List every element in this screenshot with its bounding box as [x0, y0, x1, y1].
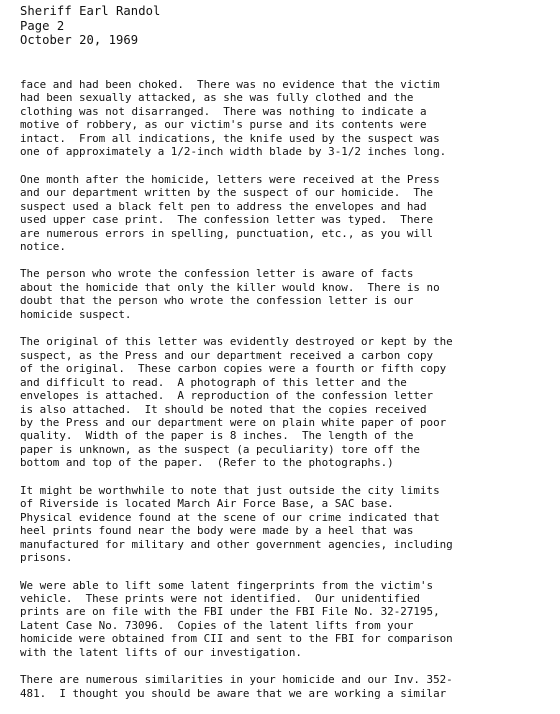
- text-line: with the latent lifts of our investigation.: [20, 645, 302, 659]
- paragraph: [20, 78, 560, 159]
- text-line: and difficult to read. A photograph of this letter and the: [20, 375, 407, 389]
- text-line: It might be worthwhile to note that just outside the city limits: [20, 483, 440, 497]
- text-line: suspect used a black felt pen to address the envelopes and had: [20, 199, 427, 213]
- text-line: used upper case print. The confession letter was typed. There: [20, 213, 434, 227]
- paragraph: [20, 173, 560, 254]
- text-line: notice.: [20, 239, 66, 253]
- text-line: bottom and top of the paper. (Refer to the photographs.): [20, 456, 394, 470]
- text-line: one of approximately a 1/2-inch width blade by 3-1/2 inches long.: [20, 145, 447, 159]
- letter-body: [20, 78, 560, 714]
- text-line: clothing was not disarranged. There was nothing to indicate a: [20, 104, 427, 118]
- paragraph: [20, 335, 560, 470]
- paragraph: [20, 579, 560, 660]
- paragraph: [20, 673, 560, 700]
- text-line: heel prints found near the body were made by a heel that was: [20, 524, 414, 538]
- text-line: motive of robbery, as our victim's purse and its contents were: [20, 118, 427, 132]
- text-line: doubt that the person who wrote the confession letter is our: [20, 294, 414, 308]
- text-line: The original of this letter was evidently destroyed or kept by the: [20, 335, 453, 349]
- text-line: paper is unknown, as the suspect (a peculiarity) tore off the: [20, 442, 420, 456]
- letter-header: [20, 4, 160, 48]
- text-line: are numerous errors in spelling, punctuation, etc., as you will: [20, 226, 434, 240]
- text-line: homicide suspect.: [20, 307, 132, 321]
- text-line: had been sexually attacked, as she was fully clothed and the: [20, 91, 414, 105]
- text-line: vehicle. These prints were not identified. Our unidentified: [20, 591, 420, 605]
- text-line: Physical evidence found at the scene of our crime indicated that: [20, 510, 440, 524]
- text-line: prisons.: [20, 551, 73, 565]
- recipient-name: Sheriff Earl Randol: [20, 4, 161, 18]
- text-line: There are numerous similarities in your homicide and our Inv. 352-: [20, 673, 453, 687]
- text-line: homicide were obtained from CII and sent to the FBI for comparison: [20, 632, 453, 646]
- text-line: is also attached. It should be noted that the copies received: [20, 402, 427, 416]
- text-line: by the Press and our department were on plain white paper of poor: [20, 415, 447, 429]
- paragraph: [20, 484, 560, 565]
- text-line: suspect, as the Press and our department received a carbon copy: [20, 348, 434, 362]
- text-line: of the original. These carbon copies were a fourth or fifth copy: [20, 362, 447, 376]
- text-line: envelopes is attached. A reproduction of the confession letter: [20, 389, 434, 403]
- text-line: prints are on file with the FBI under the FBI File No. 32-27195,: [20, 605, 440, 619]
- text-line: about the homicide that only the killer would know. There is no: [20, 280, 440, 294]
- text-line: and our department written by the suspect of our homicide. The: [20, 186, 434, 200]
- text-line: Latent Case No. 73096. Copies of the latent lifts from your: [20, 618, 414, 632]
- text-line: manufactured for military and other government agencies, including: [20, 537, 453, 551]
- page-number: Page 2: [20, 18, 65, 33]
- paragraph: [20, 267, 560, 321]
- text-line: face and had been choked. There was no evidence that the victim: [20, 78, 440, 91]
- text-line: We were able to lift some latent fingerprints from the victim's: [20, 578, 434, 592]
- text-line: The person who wrote the confession letter is aware of facts: [20, 267, 414, 281]
- text-line: intact. From all indications, the knife used by the suspect was: [20, 131, 440, 145]
- text-line: One month after the homicide, letters were received at the Press: [20, 172, 440, 186]
- letter-date: October 20, 1969: [20, 33, 139, 47]
- text-line: 481. I thought you should be aware that we are working a similar: [20, 686, 447, 700]
- text-line: quality. Width of the paper is 8 inches. The length of the: [20, 429, 414, 443]
- text-line: of Riverside is located March Air Force Base, a SAC base.: [20, 497, 394, 511]
